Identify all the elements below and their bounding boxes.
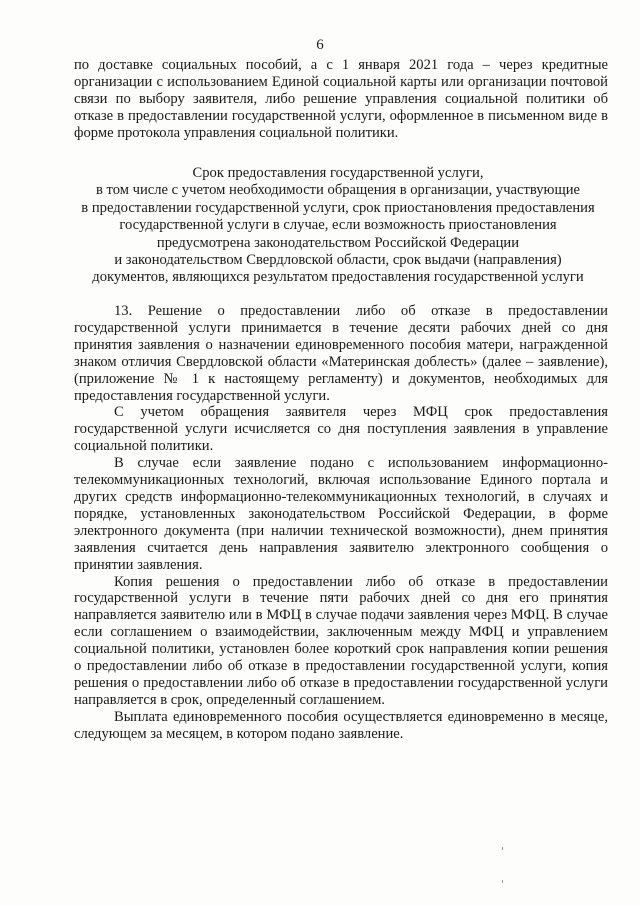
paragraph-mfc-term: С учетом обращения заявителя через МФЦ срок предоставления государственной услуги исчисляется со дня поступления заявления в управление социальной политики. — [74, 404, 608, 455]
heading-line: и законодательством Свердловской области, срок выдачи (направления) — [114, 252, 562, 269]
section-heading — [64, 165, 612, 287]
paragraph-payment: Выплата единовременного пособия осуществляется единовременно в месяце, следующем за месяцем, в котором подано заявление. — [74, 708, 608, 742]
heading-line: предусмотрена законодательством Российской Федерации — [156, 234, 520, 251]
heading-line: государственной услуги в случае, если возможность приостановления — [119, 217, 557, 234]
paragraph-decision-copy: Копия решения о предоставлении либо об отказе в предоставлении государственной услуги в течение пяти рабочих дней со дня его принятия направляется заявителю или в МФЦ в случае подачи заявления через МФЦ. В случае если соглашением о взаимодействии, заключенным между МФЦ и управлением социальной политики, установлен более короткий срок направления копии решения о предоставлении либо об отказе в предоставлении государственной услуги, копия решения о предоставлении либо об отказе в предоставлении государственной услуги направляется в срок, определенный соглашением. — [74, 573, 608, 708]
paragraph-13: 13. Решение о предоставлении либо об отказе в предоставлении государственной услуги принимается в течение десяти рабочих дней со дня принятия заявления о назначении единовременного пособия матери, награжденной знаком отличия Свердловской области «Материнская доблесть» (далее – заявление), (приложение № 1 к настоящему регламенту) и документов, необходимых для предоставления государственной услуги. — [74, 303, 608, 404]
heading-line: в предоставлении государственной услуги, срок приостановления предоставления — [81, 199, 595, 216]
heading-line: в том числе с учетом необходимости обращения в организации, участвующие — [96, 182, 580, 199]
scan-speck — [502, 847, 503, 850]
heading-line: документов, являющихся результатом предоставления государственной услуги — [92, 269, 584, 286]
continuation-paragraph: по доставке социальных пособий, а с 1 января 2021 года – через кредитные организации с использованием Единой социальной карты или организации почтовой связи по выбору заявителя, либо решение управления социальной политики об отказе в предоставлении государственной услуги, оформленное в письменном виде в форме протокола управления социальной политики. — [74, 57, 608, 141]
section-body — [74, 303, 608, 743]
paragraph-electronic-submission: В случае если заявление подано с использованием информационно-телекоммуникационных технологий, включая использование Единого портала и других средств информационно-телекоммуникационных технологий, в случаях и порядке, установленных законодательством Российской Федерации, в форме электронного документа (при наличии технической возможности), днем принятия заявления считается день направления заявителю электронного сообщения о принятии заявления. — [74, 455, 608, 573]
heading-line: Срок предоставления государственной услуги, — [192, 165, 484, 181]
page-number: 6 — [316, 37, 324, 53]
scan-speck — [502, 880, 503, 883]
